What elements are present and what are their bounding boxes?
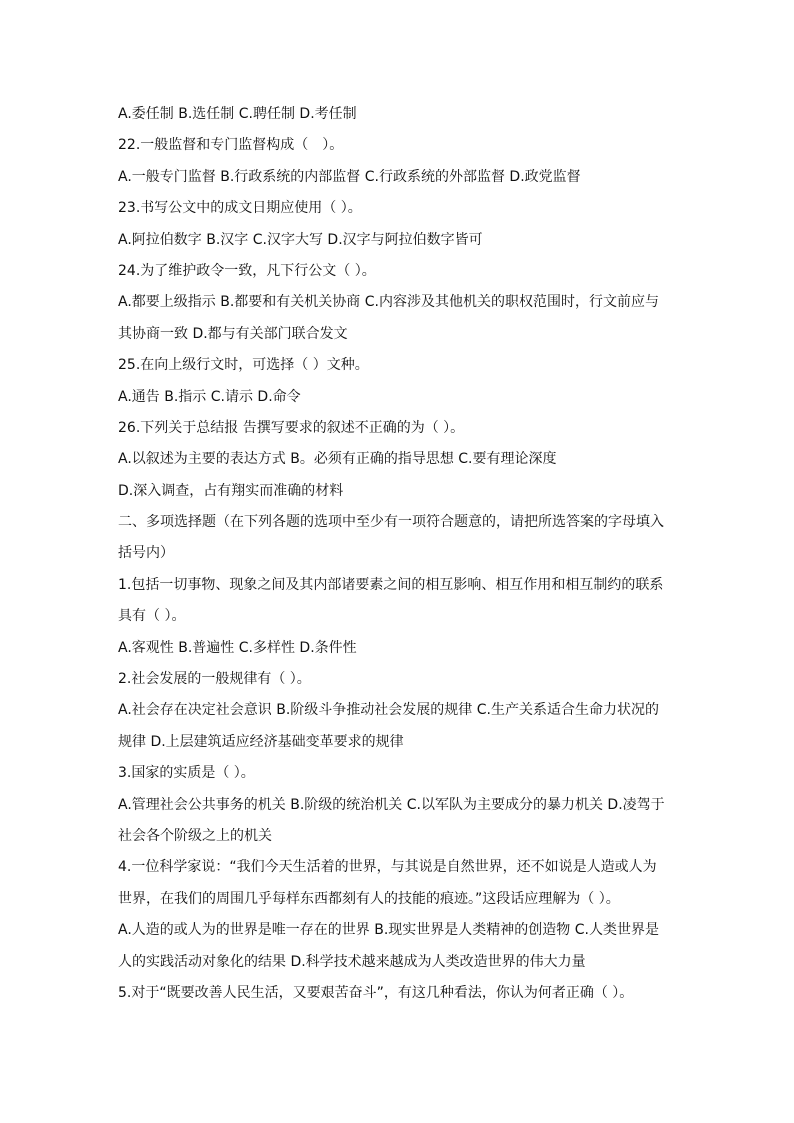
text-line: 其协商一致 D.都与有关部门联合发文 [118, 325, 348, 342]
text-line: 规律 D.上层建筑适应经济基础变革要求的规律 [118, 733, 404, 750]
document-body [118, 99, 678, 1009]
text-line: 4.一位科学家说：“我们今天生活着的世界，与其说是自然世界，还不如说是人造或人为 [118, 859, 657, 876]
text-line: 具有（ ）。 [118, 608, 186, 625]
text-line: 25.在向上级行文时，可选择（ ）文种。 [118, 357, 369, 374]
text-line: A.都要上级指示 B.都要和有关机关协商 C.内容涉及其他机关的职权范围时，行文前应与 [118, 294, 659, 311]
text-line: A.委任制 B.选任制 C.聘任制 D.考任制 [118, 106, 357, 122]
text-line: 24.为了维护政令一致，凡下行公文（ ）。 [118, 262, 376, 279]
text-line: 22.一般监督和专门监督构成（ ）。 [118, 137, 344, 154]
text-line: 2.社会发展的一般规律有（ ）。 [118, 671, 311, 688]
text-line: A.通告 B.指示 C.请示 D.命令 [118, 388, 301, 405]
text-line: 括号内） [118, 545, 174, 562]
text-line: 世界，在我们的周围几乎每样东西都刻有人的技能的痕迹。”这段话应理解为（ ）。 [118, 890, 620, 907]
text-line: 26.下列关于总结报 告撰写要求的叙述不正确的为（ ）。 [118, 419, 465, 436]
text-line: 23.书写公文中的成文日期应使用（ ）。 [118, 200, 362, 217]
text-line: 3.国家的实质是（ ）。 [118, 765, 255, 782]
text-line: 二、多项选择题（在下列各题的选项中至少有一项符合题意的，请把所选答案的字母填入 [118, 514, 664, 531]
text-line: A.一般专门监督 B.行政系统的内部监督 C.行政系统的外部监督 D.政党监督 [118, 168, 581, 185]
text-line: A.阿拉伯数字 B.汉字 C.汉字大写 D.汉字与阿拉伯数字皆可 [118, 231, 483, 248]
text-line: 1.包括一切事物、现象之间及其内部诸要素之间的相互影响、相互作用和相互制约的联系 [118, 576, 664, 593]
text-line: A.以叙述为主要的表达方式 B。必须有正确的指导思想 C.要有理论深度 [118, 451, 557, 468]
text-line: A.管理社会公共事务的机关 B.阶级的统治机关 C.以军队为主要成分的暴力机关 D.凌驾于 [118, 796, 665, 813]
text-line: A.社会存在决定社会意识 B.阶级斗争推动社会发展的规律 C.生产关系适合生命力状况的 [118, 702, 659, 719]
text-line: D.深入调查，占有翔实而准确的材料 [118, 482, 344, 499]
text-line: 人的实践活动对象化的结果 D.科学技术越来越成为人类改造世界的伟大力量 [118, 953, 586, 970]
text-line: 5.对于“既要改善人民生活，又要艰苦奋斗”，有这几种看法，你认为何者正确（ ）。 [118, 984, 634, 1001]
text-line: 社会各个阶级之上的机关 [118, 827, 272, 844]
text-line: A.人造的或人为的世界是唯一存在的世界 B.现实世界是人类精神的创造物 C.人类世界是 [118, 922, 659, 939]
text-line: A.客观性 B.普遍性 C.多样性 D.条件性 [118, 639, 357, 656]
